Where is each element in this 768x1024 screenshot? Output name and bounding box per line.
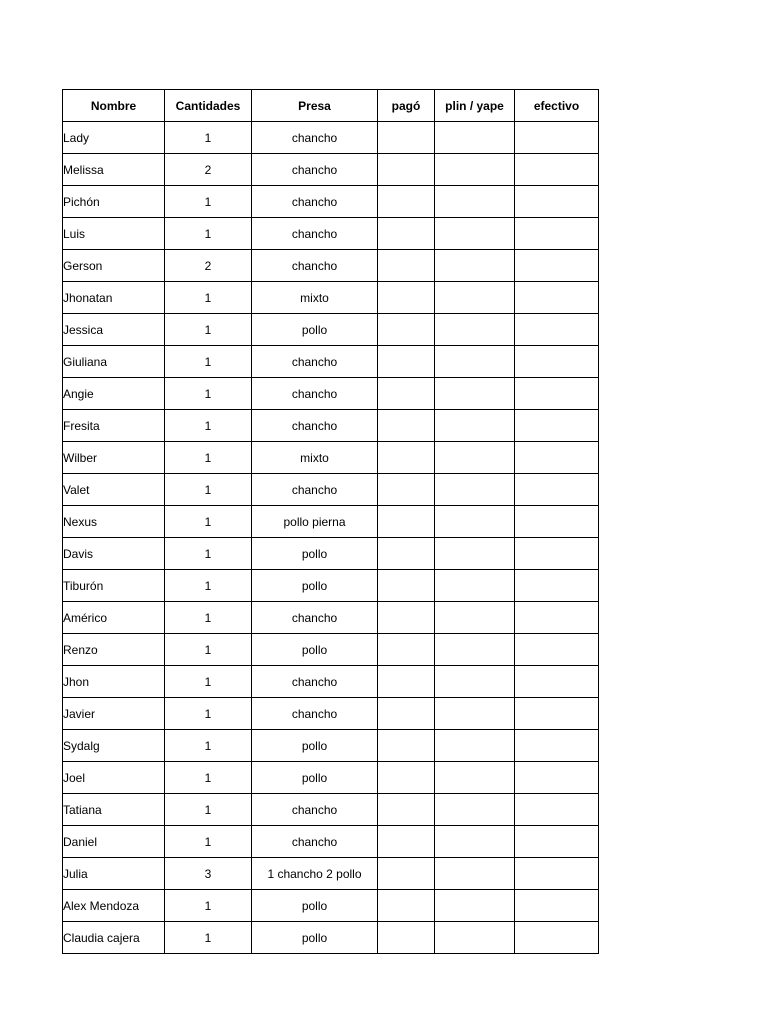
cell-cantidad: 1 — [165, 730, 252, 762]
cell-efectivo — [515, 538, 599, 570]
cell-presa: pollo — [252, 762, 378, 794]
cell-efectivo — [515, 890, 599, 922]
cell-pago — [378, 218, 435, 250]
cell-cantidad: 1 — [165, 698, 252, 730]
cell-pago — [378, 282, 435, 314]
table-row — [63, 570, 599, 602]
cell-nombre: Sydalg — [63, 730, 165, 762]
cell-cantidad: 1 — [165, 922, 252, 954]
cell-nombre: Luis — [63, 218, 165, 250]
table-row — [63, 666, 599, 698]
table-row — [63, 218, 599, 250]
cell-presa: 1 chancho 2 pollo — [252, 858, 378, 890]
cell-pago — [378, 378, 435, 410]
cell-plin-yape — [435, 250, 515, 282]
cell-pago — [378, 186, 435, 218]
cell-pago — [378, 922, 435, 954]
header-cantidades: Cantidades — [165, 90, 252, 122]
cell-pago — [378, 122, 435, 154]
cell-nombre: Julia — [63, 858, 165, 890]
table-row — [63, 314, 599, 346]
cell-pago — [378, 794, 435, 826]
cell-pago — [378, 762, 435, 794]
cell-cantidad: 1 — [165, 186, 252, 218]
table-row — [63, 410, 599, 442]
cell-cantidad: 1 — [165, 506, 252, 538]
cell-plin-yape — [435, 442, 515, 474]
cell-presa: pollo — [252, 634, 378, 666]
table-row — [63, 474, 599, 506]
cell-nombre: Américo — [63, 602, 165, 634]
cell-pago — [378, 602, 435, 634]
table-row — [63, 794, 599, 826]
cell-efectivo — [515, 218, 599, 250]
cell-nombre: Renzo — [63, 634, 165, 666]
cell-presa: mixto — [252, 282, 378, 314]
cell-nombre: Nexus — [63, 506, 165, 538]
cell-presa: pollo — [252, 538, 378, 570]
cell-cantidad: 1 — [165, 410, 252, 442]
cell-nombre: Angie — [63, 378, 165, 410]
cell-presa: pollo — [252, 570, 378, 602]
cell-plin-yape — [435, 666, 515, 698]
table-body — [63, 122, 599, 954]
table-row — [63, 826, 599, 858]
cell-pago — [378, 634, 435, 666]
cell-nombre: Melissa — [63, 154, 165, 186]
cell-plin-yape — [435, 922, 515, 954]
cell-nombre: Lady — [63, 122, 165, 154]
cell-cantidad: 1 — [165, 666, 252, 698]
cell-plin-yape — [435, 698, 515, 730]
cell-presa: chancho — [252, 826, 378, 858]
cell-pago — [378, 858, 435, 890]
cell-pago — [378, 410, 435, 442]
cell-pago — [378, 506, 435, 538]
cell-nombre: Wilber — [63, 442, 165, 474]
cell-plin-yape — [435, 506, 515, 538]
cell-nombre: Daniel — [63, 826, 165, 858]
cell-efectivo — [515, 762, 599, 794]
table-row — [63, 506, 599, 538]
cell-plin-yape — [435, 474, 515, 506]
cell-presa: chancho — [252, 666, 378, 698]
cell-efectivo — [515, 122, 599, 154]
cell-nombre: Fresita — [63, 410, 165, 442]
cell-pago — [378, 154, 435, 186]
cell-efectivo — [515, 410, 599, 442]
cell-plin-yape — [435, 154, 515, 186]
cell-pago — [378, 250, 435, 282]
cell-nombre: Valet — [63, 474, 165, 506]
cell-efectivo — [515, 858, 599, 890]
cell-cantidad: 1 — [165, 314, 252, 346]
cell-presa: pollo — [252, 922, 378, 954]
cell-cantidad: 1 — [165, 282, 252, 314]
cell-presa: chancho — [252, 410, 378, 442]
cell-presa: pollo — [252, 890, 378, 922]
cell-plin-yape — [435, 826, 515, 858]
cell-nombre: Claudia cajera — [63, 922, 165, 954]
cell-plin-yape — [435, 186, 515, 218]
cell-presa: mixto — [252, 442, 378, 474]
cell-efectivo — [515, 186, 599, 218]
cell-cantidad: 1 — [165, 762, 252, 794]
table-row — [63, 378, 599, 410]
cell-efectivo — [515, 250, 599, 282]
cell-presa: chancho — [252, 122, 378, 154]
orders-table — [62, 89, 599, 954]
table-row — [63, 442, 599, 474]
table-row — [63, 858, 599, 890]
cell-plin-yape — [435, 762, 515, 794]
cell-pago — [378, 730, 435, 762]
cell-plin-yape — [435, 410, 515, 442]
cell-pago — [378, 666, 435, 698]
cell-nombre: Joel — [63, 762, 165, 794]
cell-efectivo — [515, 474, 599, 506]
header-presa: Presa — [252, 90, 378, 122]
table-row — [63, 186, 599, 218]
cell-efectivo — [515, 730, 599, 762]
cell-pago — [378, 474, 435, 506]
table-row — [63, 282, 599, 314]
cell-cantidad: 1 — [165, 218, 252, 250]
cell-efectivo — [515, 602, 599, 634]
cell-pago — [378, 538, 435, 570]
cell-nombre: Giuliana — [63, 346, 165, 378]
cell-cantidad: 1 — [165, 602, 252, 634]
cell-nombre: Alex Mendoza — [63, 890, 165, 922]
cell-pago — [378, 314, 435, 346]
cell-nombre: Davis — [63, 538, 165, 570]
cell-presa: pollo — [252, 314, 378, 346]
cell-presa: pollo pierna — [252, 506, 378, 538]
cell-cantidad: 1 — [165, 794, 252, 826]
cell-plin-yape — [435, 890, 515, 922]
cell-presa: chancho — [252, 474, 378, 506]
cell-plin-yape — [435, 730, 515, 762]
cell-cantidad: 2 — [165, 250, 252, 282]
cell-efectivo — [515, 794, 599, 826]
cell-pago — [378, 698, 435, 730]
table-row — [63, 538, 599, 570]
cell-efectivo — [515, 314, 599, 346]
cell-cantidad: 3 — [165, 858, 252, 890]
cell-cantidad: 1 — [165, 346, 252, 378]
cell-plin-yape — [435, 858, 515, 890]
cell-cantidad: 1 — [165, 570, 252, 602]
cell-cantidad: 1 — [165, 538, 252, 570]
table-row — [63, 154, 599, 186]
cell-pago — [378, 442, 435, 474]
cell-nombre: Tiburón — [63, 570, 165, 602]
cell-plin-yape — [435, 538, 515, 570]
cell-plin-yape — [435, 314, 515, 346]
table-row — [63, 346, 599, 378]
cell-nombre: Tatiana — [63, 794, 165, 826]
cell-cantidad: 1 — [165, 378, 252, 410]
header-pago: pagó — [378, 90, 435, 122]
cell-cantidad: 1 — [165, 474, 252, 506]
table-row — [63, 250, 599, 282]
cell-cantidad: 1 — [165, 890, 252, 922]
cell-cantidad: 1 — [165, 826, 252, 858]
cell-cantidad: 1 — [165, 442, 252, 474]
cell-pago — [378, 890, 435, 922]
cell-nombre: Javier — [63, 698, 165, 730]
cell-cantidad: 1 — [165, 122, 252, 154]
cell-pago — [378, 826, 435, 858]
cell-plin-yape — [435, 346, 515, 378]
table-row — [63, 634, 599, 666]
cell-plin-yape — [435, 122, 515, 154]
cell-nombre: Jessica — [63, 314, 165, 346]
table-row — [63, 602, 599, 634]
cell-efectivo — [515, 154, 599, 186]
cell-efectivo — [515, 826, 599, 858]
cell-plin-yape — [435, 570, 515, 602]
cell-presa: chancho — [252, 794, 378, 826]
cell-nombre: Gerson — [63, 250, 165, 282]
cell-efectivo — [515, 922, 599, 954]
cell-plin-yape — [435, 378, 515, 410]
cell-presa: chancho — [252, 218, 378, 250]
cell-plin-yape — [435, 634, 515, 666]
table-row — [63, 122, 599, 154]
header-efectivo: efectivo — [515, 90, 599, 122]
cell-efectivo — [515, 698, 599, 730]
table-row — [63, 762, 599, 794]
cell-efectivo — [515, 634, 599, 666]
cell-presa: chancho — [252, 698, 378, 730]
cell-efectivo — [515, 282, 599, 314]
cell-plin-yape — [435, 218, 515, 250]
cell-efectivo — [515, 378, 599, 410]
cell-presa: chancho — [252, 378, 378, 410]
cell-nombre: Pichón — [63, 186, 165, 218]
cell-efectivo — [515, 666, 599, 698]
cell-efectivo — [515, 506, 599, 538]
header-plin-yape: plin / yape — [435, 90, 515, 122]
cell-cantidad: 2 — [165, 154, 252, 186]
cell-pago — [378, 570, 435, 602]
cell-plin-yape — [435, 794, 515, 826]
cell-efectivo — [515, 442, 599, 474]
cell-presa: chancho — [252, 250, 378, 282]
cell-nombre: Jhonatan — [63, 282, 165, 314]
cell-presa: chancho — [252, 154, 378, 186]
table-row — [63, 698, 599, 730]
cell-nombre: Jhon — [63, 666, 165, 698]
cell-presa: pollo — [252, 730, 378, 762]
table-row — [63, 730, 599, 762]
header-nombre: Nombre — [63, 90, 165, 122]
cell-presa: chancho — [252, 186, 378, 218]
table-row — [63, 922, 599, 954]
cell-efectivo — [515, 346, 599, 378]
cell-presa: chancho — [252, 346, 378, 378]
cell-efectivo — [515, 570, 599, 602]
cell-plin-yape — [435, 282, 515, 314]
cell-presa: chancho — [252, 602, 378, 634]
cell-plin-yape — [435, 602, 515, 634]
cell-pago — [378, 346, 435, 378]
header-row — [63, 90, 599, 122]
cell-cantidad: 1 — [165, 634, 252, 666]
table-row — [63, 890, 599, 922]
